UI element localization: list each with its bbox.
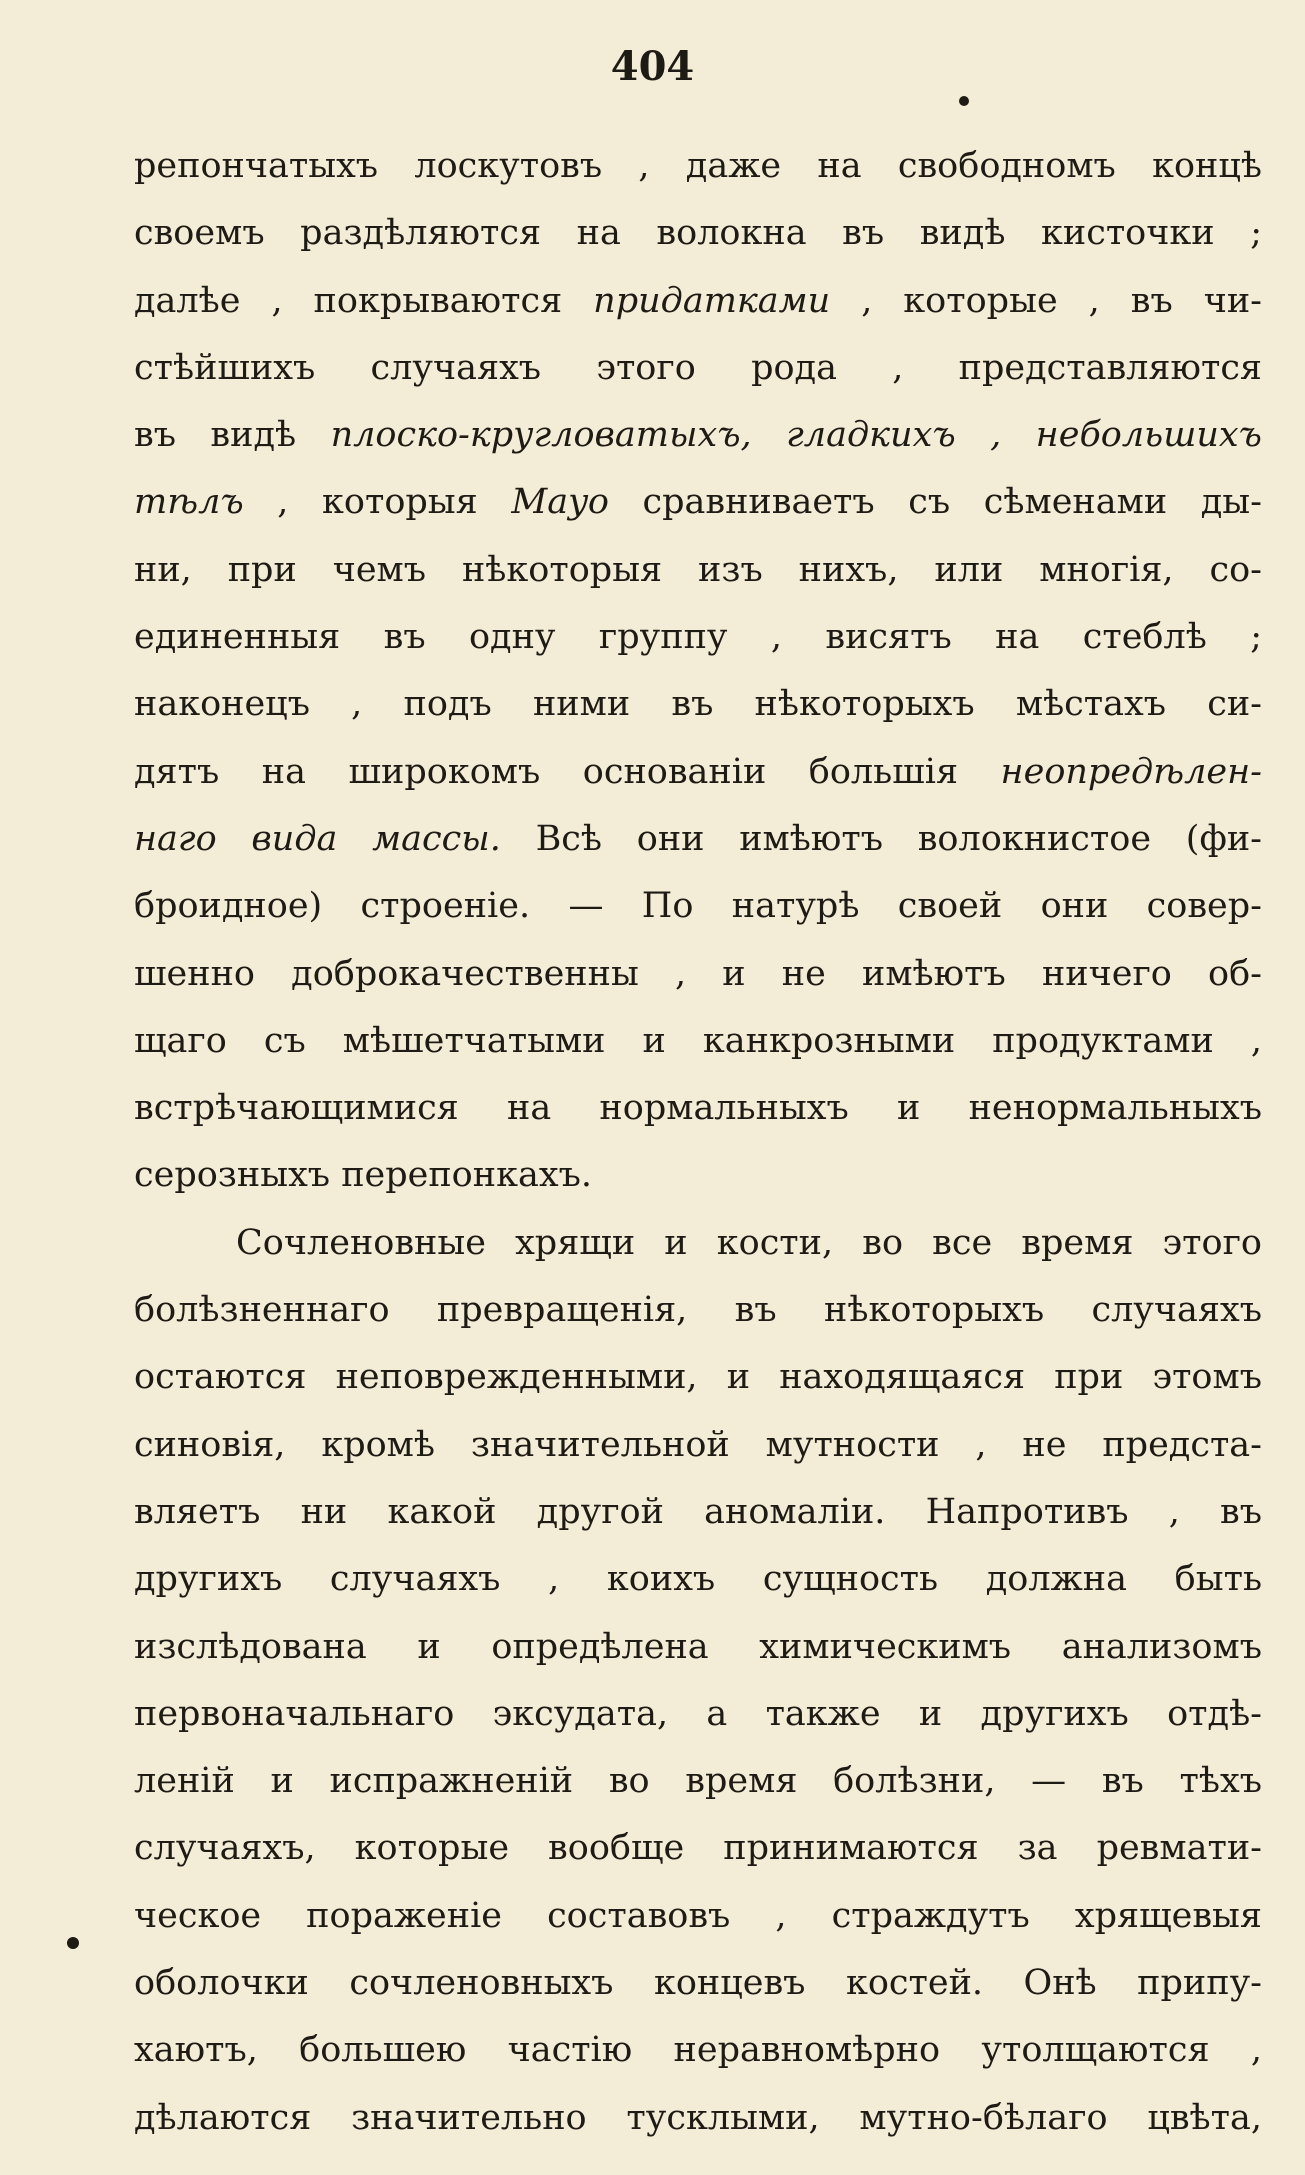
text-line (134, 604, 1262, 671)
text-segment: стѣйшихъ случаяхъ этого рода , представляются (134, 347, 1262, 388)
text-segment: хаютъ, большею частію неравномѣрно утолщаются , (134, 2030, 1262, 2071)
italic-term: Mayo (511, 482, 609, 523)
text-segment: вляетъ ни какой другой аномаліи. Напротивъ , въ (134, 1491, 1262, 1532)
text-segment: , которые , въ чи- (830, 280, 1262, 321)
text-segment: Сочленовные хрящи и кости, во все время этого (236, 1222, 1262, 1263)
text-line (134, 873, 1262, 940)
text-line (134, 671, 1262, 738)
italic-term: неопредѣлен- (1000, 751, 1262, 792)
text-line (134, 1075, 1262, 1142)
text-line (134, 1479, 1262, 1546)
text-segment: Всѣ они имѣютъ волокнистое (фи- (500, 818, 1262, 859)
text-line (134, 1142, 1262, 1209)
text-segment: наконецъ , подъ ними въ нѣкоторыхъ мѣстахъ си- (134, 684, 1262, 725)
text-segment: леній и испражненій во время болѣзни, — въ тѣхъ (134, 1761, 1262, 1802)
text-segment: другихъ случаяхъ , коихъ сущность должна быть (134, 1559, 1262, 1600)
text-segment: щаго съ мѣшетчатыми и канкрозными продуктами , (134, 1020, 1262, 1061)
text-line (134, 537, 1262, 604)
italic-term: плоско-кругловатыхъ, гладкихъ , небольшихъ (330, 415, 1262, 456)
text-line (134, 1681, 1262, 1748)
text-segment: шенно доброкачественны , и не имѣютъ ничего об- (134, 953, 1262, 994)
text-segment: сравниваетъ съ сѣменами ды- (608, 482, 1262, 523)
page-text-body (134, 133, 1262, 2152)
text-line (134, 335, 1262, 402)
text-segment: ческое пораженіе составовъ , страждутъ хрящевыя (134, 1895, 1262, 1936)
text-segment: болѣзненнаго превращенія, въ нѣкоторыхъ случаяхъ (134, 1290, 1262, 1331)
text-segment: синовія, кромѣ значительной мутности , не предста- (134, 1424, 1262, 1465)
ink-dot-mark (67, 1937, 79, 1949)
text-segment: дятъ на широкомъ основаніи большія (134, 751, 1001, 792)
text-line (134, 1546, 1262, 1613)
text-segment: въ видѣ (134, 415, 331, 456)
text-line (134, 1815, 1262, 1882)
text-line (134, 2085, 1262, 2152)
text-line (134, 2017, 1262, 2084)
text-line (134, 1748, 1262, 1815)
text-line (134, 1883, 1262, 1950)
text-line (134, 1950, 1262, 2017)
text-segment: единенныя въ одну группу , висятъ на стеблѣ ; (134, 617, 1262, 658)
text-line (134, 469, 1262, 536)
text-segment: встрѣчающимися на нормальныхъ и ненормальныхъ (134, 1088, 1262, 1129)
text-line (134, 1210, 1262, 1277)
text-segment: первоначальнаго эксудата, а также и другихъ отдѣ- (134, 1693, 1262, 1734)
text-line (134, 1344, 1262, 1411)
text-line (134, 1412, 1262, 1479)
text-segment: остаются неповрежденными, и находящаяся при этомъ (134, 1357, 1262, 1398)
text-segment: дѣлаются значительно тусклыми, мутно-бѣлаго цвѣта, (134, 2097, 1262, 2138)
text-segment: репончатыхъ лоскутовъ , даже на свободномъ концѣ (134, 146, 1262, 186)
text-segment: далѣе , покрываются (134, 280, 594, 321)
italic-term: наго вида массы. (134, 818, 501, 859)
italic-term: придатками (593, 280, 831, 321)
text-line (134, 402, 1262, 469)
ink-dot-mark (959, 96, 969, 106)
text-segment: случаяхъ, которые вообще принимаются за ревмати- (134, 1828, 1262, 1869)
text-line (134, 200, 1262, 267)
text-line (134, 268, 1262, 335)
text-segment: ни, при чемъ нѣкоторыя изъ нихъ, или многія, со- (134, 549, 1262, 590)
text-segment: броидное) строеніе. — По натурѣ своей они совер- (134, 886, 1262, 927)
text-line (134, 806, 1262, 873)
text-segment: изслѣдована и опредѣлена химическимъ анализомъ (134, 1626, 1262, 1667)
text-segment: своемъ раздѣляются на волокна въ видѣ кисточки ; (134, 213, 1262, 254)
italic-term: тѣлъ (134, 482, 244, 523)
text-line (134, 1614, 1262, 1681)
text-line (134, 133, 1262, 200)
text-segment: серозныхъ перепонкахъ. (134, 1155, 592, 1196)
text-line (134, 739, 1262, 806)
text-segment: оболочки сочленовныхъ концевъ костей. Онѣ припу- (134, 1963, 1262, 2004)
text-line (134, 1277, 1262, 1344)
text-line (134, 941, 1262, 1008)
page-number: 404 (610, 43, 695, 90)
text-line (134, 1008, 1262, 1075)
text-segment: , которыя (243, 482, 512, 523)
